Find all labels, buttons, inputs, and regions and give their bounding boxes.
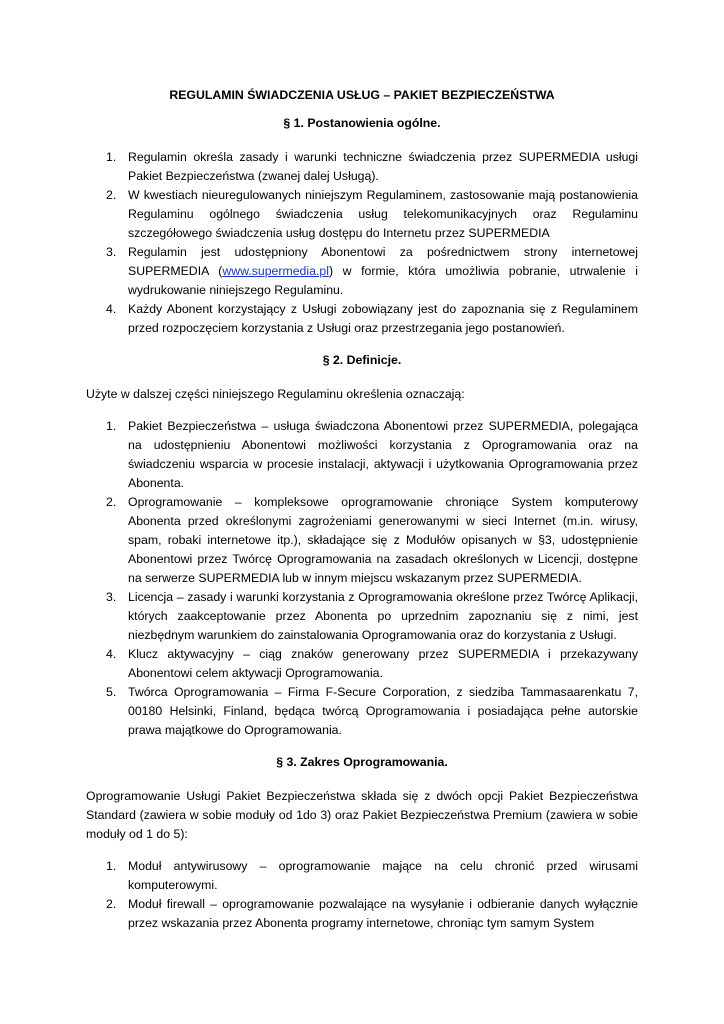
- list-item-number: 2.: [106, 897, 117, 911]
- list-item-number: 1.: [106, 859, 117, 873]
- list-item-number: 3.: [106, 245, 117, 259]
- list-item-text: Klucz aktywacyjny – ciąg znaków generowany przez SUPERMEDIA i przekazywany Abonentowi celem aktywacji Oprogramowania.: [128, 647, 638, 680]
- section-1-list: [86, 148, 638, 338]
- list-item-number: 4.: [106, 302, 117, 316]
- list-item: [86, 857, 638, 895]
- list-item: [86, 148, 638, 186]
- section-3-list: [86, 857, 638, 933]
- list-item-number: 4.: [106, 647, 117, 661]
- list-item: [86, 300, 638, 338]
- list-item-text: Moduł firewall – oprogramowanie pozwalające na wysyłanie i odbieranie danych wyłącznie przez wskazania przez Abonenta programy internetowe, chroniąc tym samym System: [128, 897, 638, 930]
- list-item: [86, 645, 638, 683]
- list-item-text: Moduł antywirusowy – oprogramowanie mające na celu chronić przed wirusami komputerowymi.: [128, 859, 638, 892]
- list-item: [86, 588, 638, 645]
- section-3-heading: § 3. Zakres Oprogramowania.: [276, 755, 448, 769]
- list-item-text: Każdy Abonent korzystający z Usługi zobowiązany jest do zapoznania się z Regulaminem przed rozpoczęciem korzystania z Usługi oraz przestrzegania jego postanowień.: [128, 302, 638, 335]
- list-item-text: Licencja – zasady i warunki korzystania z Oprogramowania określone przez Twórcę Aplikacji, których zaakceptowanie przez Abonenta po uprzednim zapoznaniu się z nimi, jest niezbędnym warunkiem do zainstalowania Oprogramowania oraz do korzystania z Usługi.: [128, 590, 638, 642]
- list-item-number: 3.: [106, 590, 117, 604]
- list-item: [86, 417, 638, 493]
- section-1-heading: § 1. Postanowienia ogólne.: [283, 116, 441, 130]
- list-item-text: W kwestiach nieuregulowanych niniejszym Regulaminem, zastosowanie mają postanowienia Regulaminu ogólnego świadczenia usług telekomunikacyjnych oraz Regulaminu szczegółowego świadczenia usług dostępu do Internetu przez SUPERMEDIA: [128, 188, 638, 240]
- list-item-text: Regulamin określa zasady i warunki techniczne świadczenia przez SUPERMEDIA usługi Pakiet Bezpieczeństwa (zwanej dalej Usługą).: [128, 150, 638, 183]
- list-item-number: 1.: [106, 150, 117, 164]
- section-2-list: [86, 417, 638, 740]
- list-item-text: Oprogramowanie – kompleksowe oprogramowanie chroniące System komputerowy Abonenta przed określonymi zagrożeniami generowanymi w sieci Internet (m.in. wirusy, spam, robaki internetowe itp.), składające się z Modułów opisanych w §3, udostępnienie Abonentowi przez Twórcę Oprogramowania na zasadach określonych w Licencji, dostępne na serwerze SUPERMEDIA lub w innym miejscu wskazanym przez SUPERMEDIA.: [128, 495, 638, 585]
- list-item-text: Twórca Oprogramowania – Firma F-Secure Corporation, z siedziba Tammasaarenkatu 7, 00180 Helsinki, Finland, będąca twórcą Oprogramowania i posiadająca pełne autorskie prawa majątkowe do Oprogramowania.: [128, 685, 638, 737]
- section-3-intro: Oprogramowanie Usługi Pakiet Bezpieczeństwa składa się z dwóch opcji Pakiet Bezpieczeństwa Standard (zawiera w sobie moduły od 1do 3) oraz Pakiet Bezpieczeństwa Premium (zawiera w sobie moduły od 1 do 5):: [86, 789, 638, 841]
- list-item-number: 2.: [106, 188, 117, 202]
- list-item: [86, 186, 638, 243]
- list-item-text: Pakiet Bezpieczeństwa – usługa świadczona Abonentowi przez SUPERMEDIA, polegająca na udostępnieniu Abonentowi możliwości korzystania z Oprogramowania oraz na świadczeniu wsparcia w procesie instalacji, aktywacji i użytkowania Oprogramowania przez Abonenta.: [128, 419, 638, 490]
- supermedia-link[interactable]: www.supermedia.pl: [222, 264, 329, 278]
- list-item-number: 5.: [106, 685, 117, 699]
- document-body: [86, 86, 638, 946]
- section-2-intro: Użyte w dalszej części niniejszego Regulaminu określenia oznaczają:: [86, 387, 465, 401]
- list-item: [86, 493, 638, 588]
- list-item-text: Regulamin jest udostępniony Abonentowi za pośrednictwem strony internetowej SUPERMEDIA (: [128, 245, 638, 278]
- list-item: [86, 683, 638, 740]
- list-item: [86, 895, 638, 933]
- list-item: [86, 243, 638, 300]
- list-item-number: 1.: [106, 419, 117, 433]
- list-item-text: ) w formie, która umożliwia pobranie, utrwalenie i wydrukowanie niniejszego Regulaminu.: [128, 264, 638, 297]
- section-2-heading: § 2. Definicje.: [322, 353, 402, 367]
- document-title: REGULAMIN ŚWIADCZENIA USŁUG – PAKIET BEZPIECZEŃSTWA: [169, 88, 555, 102]
- list-item-number: 2.: [106, 495, 117, 509]
